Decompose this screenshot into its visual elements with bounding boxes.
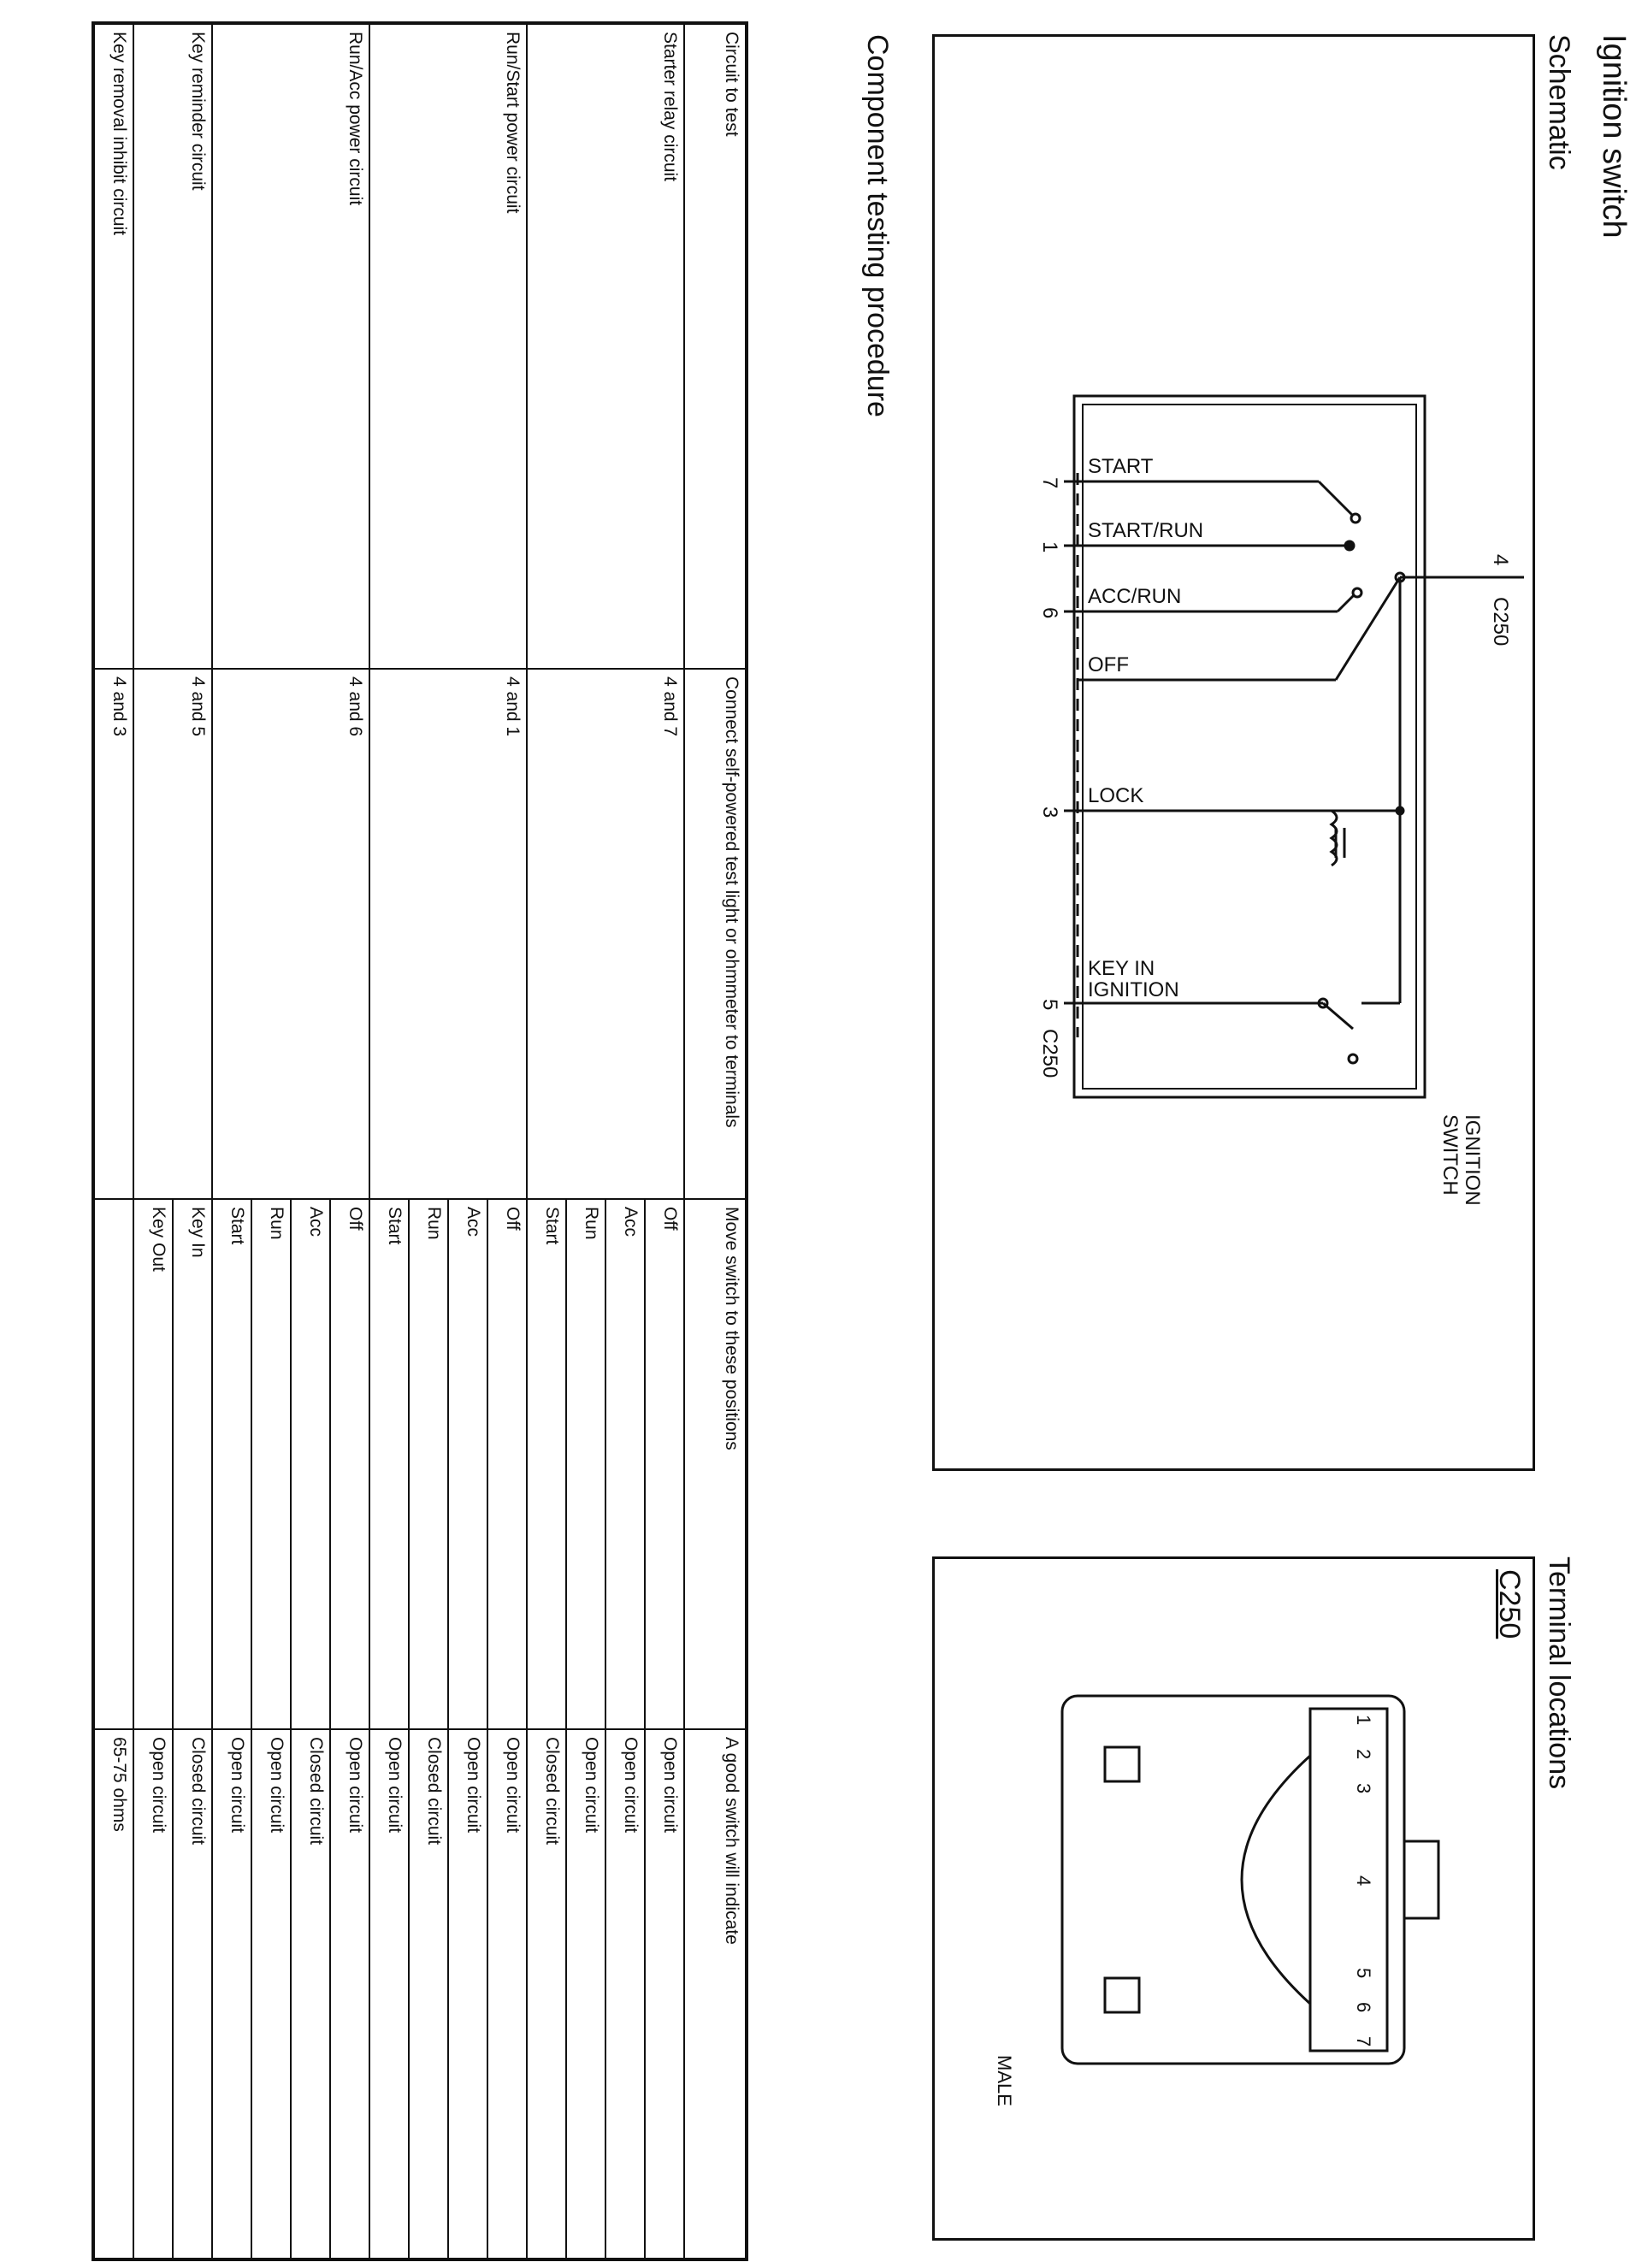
position-cell: Off	[487, 1199, 527, 1729]
connector-drawing	[935, 1559, 1533, 2238]
terminal-pin-3: 3	[1353, 1783, 1374, 1794]
lock-tab-left	[1105, 1747, 1139, 1781]
circuit-cell: Run/Start power circuit	[369, 23, 527, 669]
column-header: Circuit to test	[684, 23, 747, 669]
page-title: Ignition switch	[1596, 34, 1632, 239]
start-contact	[1351, 514, 1360, 523]
start-run-contact	[1345, 541, 1354, 550]
procedure-heading: Component testing procedure	[861, 34, 894, 417]
position-cell: Run	[409, 1199, 448, 1729]
pin-label-off: OFF	[1088, 653, 1129, 676]
pin-label-start-run: START/RUN	[1088, 519, 1204, 542]
position-cell	[93, 1199, 133, 1729]
result-cell: Open circuit	[330, 1729, 369, 2259]
terminal-pin-4: 4	[1353, 1875, 1374, 1887]
position-cell: Acc	[448, 1199, 487, 1729]
result-cell: Open circuit	[448, 1729, 487, 2259]
off-wiper	[1336, 577, 1400, 680]
result-cell: Open circuit	[212, 1729, 251, 2259]
connector-label-top: C250	[1489, 597, 1512, 647]
terminal-pin-1: 1	[1353, 1715, 1374, 1726]
result-cell: Closed circuit	[291, 1729, 330, 2259]
table-row	[330, 23, 369, 2259]
terminals-cell: 4 and 1	[369, 669, 527, 1199]
circuit-cell: Starter relay circuit	[527, 23, 684, 669]
position-cell: Off	[645, 1199, 684, 1729]
lock-junction	[1397, 807, 1403, 814]
position-cell: Acc	[291, 1199, 330, 1729]
component-label-line1: IGNITION	[1461, 1114, 1484, 1206]
pin-label-key-in-ignition: IGNITION	[1088, 978, 1179, 1001]
table-row	[173, 23, 212, 2259]
column-header: Move switch to these positions	[684, 1199, 747, 1729]
result-cell: Open circuit	[605, 1729, 645, 2259]
pin-label-start: START	[1088, 455, 1154, 478]
result-cell: Open circuit	[133, 1729, 173, 2259]
pin-label-acc-run: ACC/RUN	[1088, 585, 1182, 608]
acc-run-bend	[1338, 594, 1355, 611]
terminals-cell: 4 and 5	[133, 669, 212, 1199]
terminal-pin-7: 7	[1353, 2036, 1374, 2047]
result-cell: Open circuit	[487, 1729, 527, 2259]
connector-label: C250	[1493, 1569, 1526, 1639]
circuit-cell: Key reminder circuit	[133, 23, 212, 669]
acc-run-contact	[1353, 588, 1361, 597]
pin-label-key-in: KEY IN	[1088, 957, 1155, 980]
terminals-cell: 4 and 6	[212, 669, 369, 1199]
lock-tab-right	[1105, 1978, 1139, 2012]
pin-number-3: 3	[1038, 806, 1061, 818]
common-pin-number: 4	[1489, 554, 1512, 566]
key-in-contact-2	[1349, 1054, 1357, 1063]
position-cell: Start	[369, 1199, 409, 1729]
table-row	[487, 23, 527, 2259]
table-row	[645, 23, 684, 2259]
position-cell: Run	[251, 1199, 291, 1729]
connector-label-bottom: C250	[1038, 1029, 1061, 1078]
result-cell: Closed circuit	[409, 1729, 448, 2259]
schematic-heading: Schematic	[1543, 34, 1575, 170]
pin-number-6: 6	[1038, 607, 1061, 619]
result-cell: Open circuit	[645, 1729, 684, 2259]
schematic-diagram	[935, 37, 1533, 1468]
key-in-wiper	[1323, 1003, 1353, 1029]
result-cell: Open circuit	[369, 1729, 409, 2259]
position-cell: Start	[527, 1199, 566, 1729]
column-header: A good switch will indicate	[684, 1729, 747, 2259]
result-cell: Open circuit	[566, 1729, 605, 2259]
position-cell: Off	[330, 1199, 369, 1729]
component-label-line2: SWITCH	[1438, 1114, 1462, 1196]
result-cell: Closed circuit	[527, 1729, 566, 2259]
table-row	[93, 23, 133, 2259]
circuit-cell: Key removal inhibit circuit	[93, 23, 133, 669]
terminal-pin-5: 5	[1353, 1968, 1374, 1979]
procedure-table	[92, 21, 748, 2261]
circuit-cell: Run/Acc power circuit	[212, 23, 369, 669]
terminal-locations-heading: Terminal locations	[1543, 1556, 1575, 1790]
result-cell: 65-75 ohms	[93, 1729, 133, 2259]
gender-label: MALE	[994, 2055, 1015, 2106]
position-cell: Acc	[605, 1199, 645, 1729]
table-header-row	[684, 23, 747, 2259]
result-cell: Open circuit	[251, 1729, 291, 2259]
terminal-pin-6: 6	[1353, 2002, 1374, 2013]
position-cell: Key In	[173, 1199, 212, 1729]
position-cell: Key Out	[133, 1199, 173, 1729]
connector-arc	[1242, 1756, 1310, 2004]
latch-tab	[1404, 1841, 1438, 1918]
pin-number-7: 7	[1038, 477, 1061, 489]
pin-number-1: 1	[1038, 541, 1061, 553]
column-header: Connect self-powered test light or ohmmeter to terminals	[684, 669, 747, 1199]
start-wire-bend	[1319, 481, 1353, 516]
pin-label-lock: LOCK	[1088, 784, 1144, 807]
result-cell: Closed circuit	[173, 1729, 212, 2259]
terminals-cell: 4 and 3	[93, 669, 133, 1199]
pin-number-5: 5	[1038, 999, 1061, 1011]
terminals-cell: 4 and 7	[527, 669, 684, 1199]
position-cell: Run	[566, 1199, 605, 1729]
schematic-box	[932, 34, 1535, 1471]
position-cell: Start	[212, 1199, 251, 1729]
pin-cavity-row	[1310, 1709, 1387, 2051]
terminal-pin-2: 2	[1353, 1749, 1374, 1760]
terminal-locations-box	[932, 1556, 1535, 2241]
